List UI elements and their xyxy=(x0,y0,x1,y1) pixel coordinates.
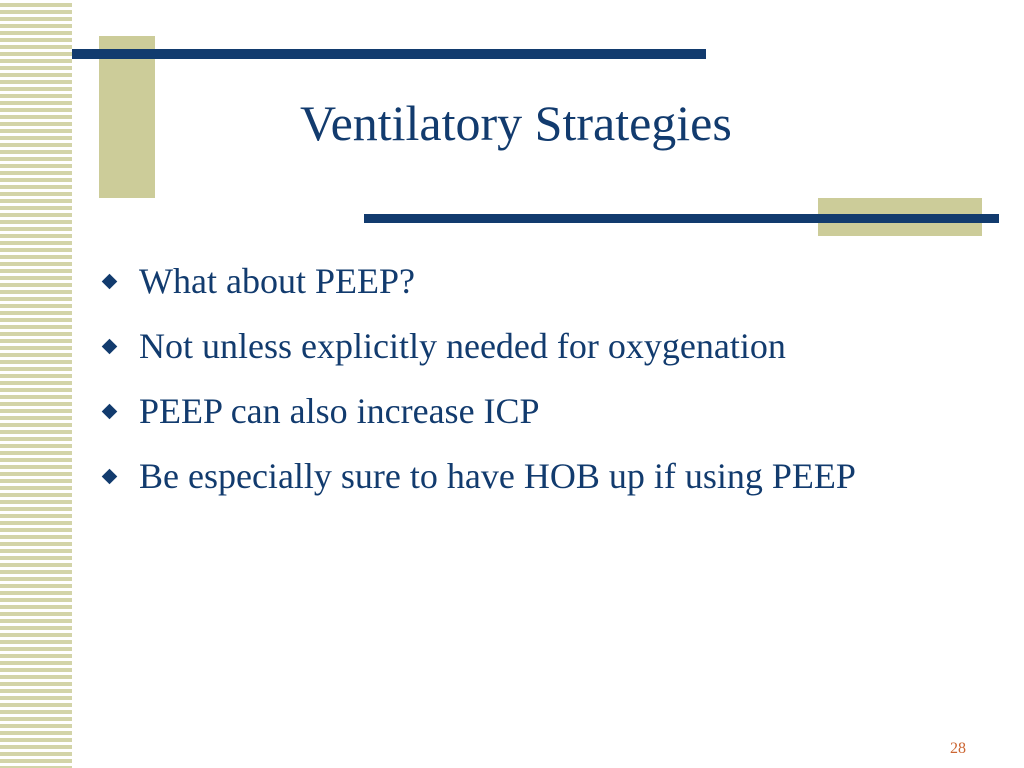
bullet-item xyxy=(104,388,984,435)
diamond-bullet-icon xyxy=(102,274,118,290)
bullet-item xyxy=(104,323,984,370)
bullet-item xyxy=(104,258,984,305)
slide-title: Ventilatory Strategies xyxy=(300,95,732,151)
left-stripe-decoration xyxy=(0,0,72,768)
diamond-bullet-icon xyxy=(102,339,118,355)
bullet-item xyxy=(104,453,984,500)
bullet-text: PEEP can also increase ICP xyxy=(139,391,540,431)
bullet-list xyxy=(104,258,984,518)
diamond-bullet-icon xyxy=(102,469,118,485)
bullet-text: Be especially sure to have HOB up if using PEEP xyxy=(139,456,856,496)
title-underline xyxy=(364,214,999,223)
bullet-text: Not unless explicitly needed for oxygenation xyxy=(139,326,786,366)
bullet-text: What about PEEP? xyxy=(139,261,415,301)
top-accent-block xyxy=(99,36,155,198)
diamond-bullet-icon xyxy=(102,404,118,420)
page-number: 28 xyxy=(950,740,966,757)
top-accent-line xyxy=(72,49,706,59)
